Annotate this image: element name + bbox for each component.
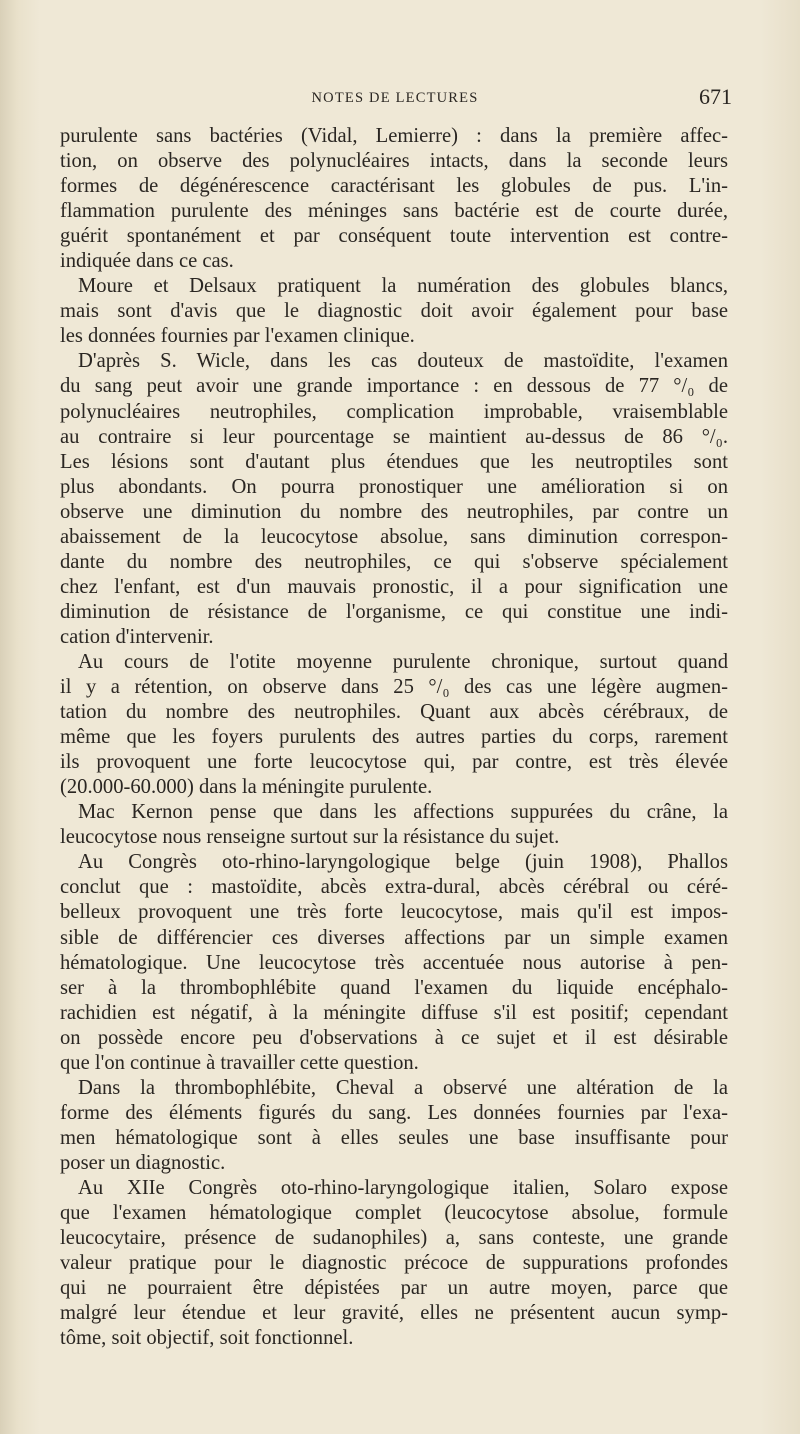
text-line: leucocytose nous renseigne surtout sur la résistance du sujet. [60,826,560,849]
text-line: au contraire si leur pourcentage se maintient au-dessus de 86 °/₀. [60,425,728,448]
page-header [60,84,732,116]
text-line: même que les foyers purulents des autres parties du corps, rarement [60,726,728,749]
text-line: cation d'intervenir. [60,625,214,648]
text-line: men hématologique sont à elles seules une base insuffisante pour [60,1126,728,1149]
text-line: Au cours de l'otite moyenne purulente chronique, surtout quand [78,650,728,673]
text-line: plus abondants. On pourra pronostiquer une amélioration si on [60,475,728,498]
text-line: Au Congrès oto-rhino-laryngologique belge (juin 1908), Phallos [78,851,728,874]
text-line: indiquée dans ce cas. [60,250,234,273]
text-line: leucocytaire, présence de sudanophiles) a, sans conteste, une grande [60,1227,728,1250]
text-line: on possède encore peu d'observations à ce sujet et il est désirable [60,1026,728,1049]
text-line: qui ne pourraient être dépistées par un autre moyen, parce que [60,1277,728,1300]
text-line: du sang peut avoir une grande importance : en dessous de 77 °/₀ de [60,375,728,398]
text-line: dante du nombre des neutrophiles, ce qui s'observe spécialement [60,550,728,573]
text-line: malgré leur étendue et leur gravité, elles ne présentent aucun symp- [60,1302,728,1325]
text-line: tion, on observe des polynucléaires intacts, dans la seconde leurs [60,150,728,173]
text-line: il y a rétention, on observe dans 25 °/₀ des cas une légère augmen- [60,676,728,699]
text-line: que l'examen hématologique complet (leucocytose absolue, formule [60,1202,728,1225]
text-line: poser un diagnostic. [60,1151,226,1174]
text-line: polynucléaires neutrophiles, complication improbable, vraisemblable [60,400,728,423]
text-line: Au XIIe Congrès oto-rhino-laryngologique italien, Solaro expose [78,1176,728,1199]
text-line: D'après S. Wicle, dans les cas douteux de mastoïdite, l'examen [78,350,728,373]
text-line: forme des éléments figurés du sang. Les données fournies par l'exa- [60,1101,728,1124]
text-line: formes de dégénérescence caractérisant les globules de pus. L'in- [60,175,728,198]
text-line: Moure et Delsaux pratiquent la numération des globules blancs, [78,275,728,298]
text-line: Dans la thrombophlébite, Cheval a observé une altération de la [78,1076,728,1099]
text-line: Les lésions sont d'autant plus étendues que les neutroptiles sont [60,450,728,473]
text-line: rachidien est négatif, à la méningite diffuse s'il est positif; cependant [60,1001,728,1024]
text-line: diminution de résistance de l'organisme, ce qui constitue une indi- [60,600,728,623]
text-line: tation du nombre des neutrophiles. Quant aux abcès cérébraux, de [60,701,728,724]
page-number: 671 [699,84,732,109]
body-text [60,124,728,1351]
text-line: que l'on continue à travailler cette question. [60,1051,419,1074]
text-line: ser à la thrombophlébite quand l'examen du liquide encéphalo- [60,976,728,999]
text-line: tôme, soit objectif, soit fonctionnel. [60,1327,354,1350]
text-line: ils provoquent une forte leucocytose qui, par contre, est très élevée [60,751,728,774]
text-line: hématologique. Une leucocytose très accentuée nous autorise à pen- [60,951,728,974]
text-line: guérit spontanément et par conséquent toute intervention est contre- [60,225,728,248]
text-line: chez l'enfant, est d'un mauvais pronostic, il a pour signification une [60,575,728,598]
text-line: belleux provoquent une très forte leucocytose, mais qu'il est impos- [60,901,728,924]
text-line: observe une diminution du nombre des neutrophiles, par contre un [60,500,728,523]
text-line: flammation purulente des méninges sans bactérie est de courte durée, [60,200,728,223]
text-line: valeur pratique pour le diagnostic précoce de suppurations profondes [60,1252,728,1275]
text-line: purulente sans bactéries (Vidal, Lemierre) : dans la première affec- [60,125,728,147]
text-line: sible de différencier ces diverses affections par un simple examen [60,926,728,949]
text-line: les données fournies par l'examen clinique. [60,325,415,348]
text-line: (20.000-60.000) dans la méningite purulente. [60,776,433,799]
running-title: NOTES DE LECTURES [311,90,479,106]
text-line: abaissement de la leucocytose absolue, sans diminution correspon- [60,525,728,548]
text-line: conclut que : mastoïdite, abcès extra-dural, abcès cérébral ou céré- [60,876,728,899]
text-line: mais sont d'avis que le diagnostic doit avoir également pour base [60,300,728,323]
text-line: Mac Kernon pense que dans les affections suppurées du crâne, la [78,801,728,824]
